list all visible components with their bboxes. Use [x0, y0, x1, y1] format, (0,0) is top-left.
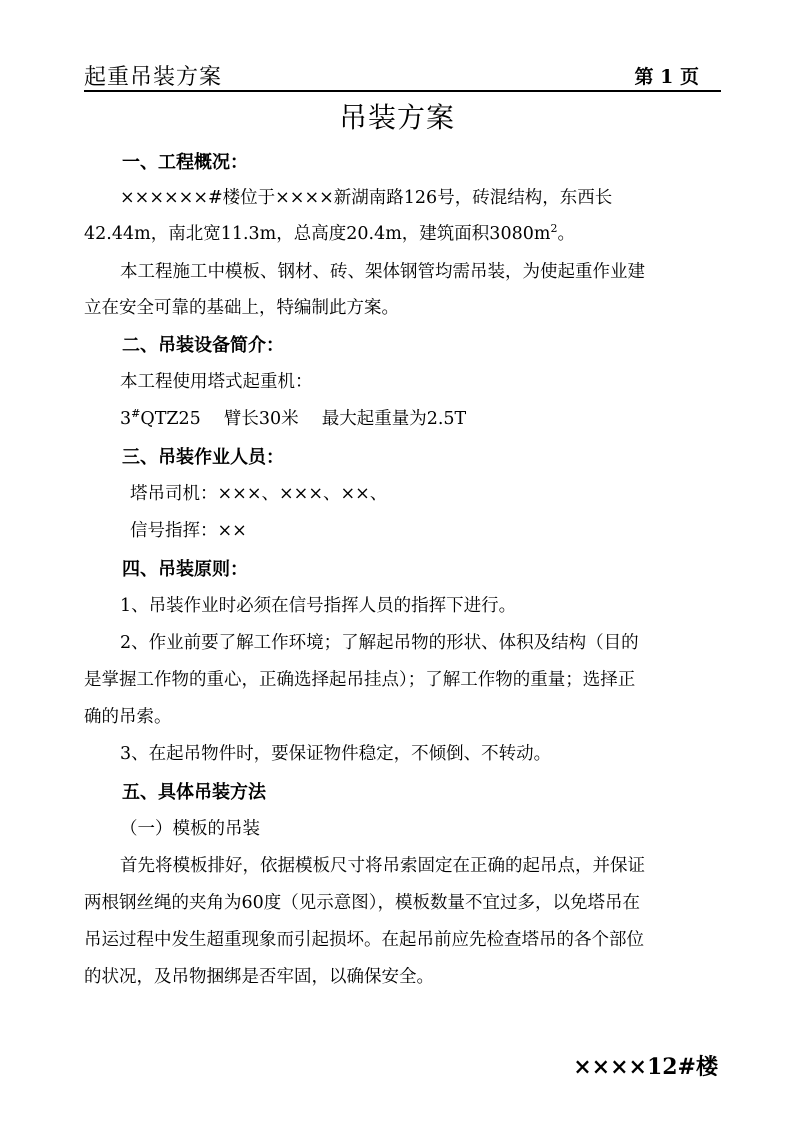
paragraph-line [84, 220, 724, 245]
paragraph-text: 42.44m，南北宽11.3m，总高度20.4m，建筑面积3080m [84, 224, 551, 244]
superscript: # [131, 407, 141, 421]
principle-item: 1、吊装作业时必须在信号指挥人员的指挥下进行。 [120, 596, 517, 616]
paragraph-line: 确的吊索。 [84, 707, 172, 727]
crane-spec-line [120, 405, 760, 430]
document-title: 吊装方案 [338, 101, 455, 134]
paragraph-line: 是掌握工作物的重心，正确选择起吊挂点）；了解工作物的重量；选择正 [84, 670, 636, 690]
paragraph-line: 本工程施工中模板、钢材、砖、架体钢管均需吊装，为使起重作业建 [120, 262, 645, 282]
signaler-line: 信号指挥：×× [130, 521, 247, 541]
paragraph-line: ××××××#楼位于××××新湖南路126号，砖混结构，东西长 [120, 188, 613, 208]
operators-line: 塔吊司机：×××、×××、××、 [130, 484, 388, 504]
paragraph-line: 首先将模板排好，依据模板尺寸将吊索固定在正确的起吊点，并保证 [120, 856, 645, 876]
header-page-number: 第 1 页 [634, 66, 699, 88]
section-heading-equipment: 二、吊装设备简介： [122, 335, 284, 356]
section-heading-personnel: 三、吊装作业人员： [122, 447, 284, 468]
paragraph-line: 的状况，及吊物捆绑是否牢固，以确保安全。 [84, 967, 434, 987]
page-footer: ××××12#楼 [573, 1054, 718, 1080]
subsection-heading: （一）模板的吊装 [120, 819, 260, 839]
principle-item: 2、作业前要了解工作环境；了解起吊物的形状、体积及结构（目的 [120, 633, 639, 653]
section-heading-principles: 四、吊装原则： [122, 559, 248, 580]
paragraph-line: 本工程使用塔式起重机： [120, 372, 313, 392]
header-doc-title: 起重吊装方案 [84, 65, 223, 90]
header-divider [84, 90, 721, 92]
superscript: 2 [550, 222, 558, 236]
section-heading-method: 五、具体吊装方法 [122, 782, 266, 803]
section-heading-overview: 一、工程概况： [122, 152, 248, 173]
paragraph-line: 立在安全可靠的基础上，特编制此方案。 [84, 298, 399, 318]
principle-item: 3、在起吊物件时，要保证物件稳定，不倾倒、不转动。 [120, 744, 552, 764]
crane-spec: QTZ25 臂长30米 最大起重量为2.5T [140, 409, 467, 429]
paragraph-line: 两根钢丝绳的夹角为60度（见示意图），模板数量不宜过多，以免塔吊在 [84, 893, 641, 913]
page-header [84, 58, 721, 88]
paragraph-text: 。 [557, 224, 575, 244]
crane-number: 3 [120, 409, 132, 429]
paragraph-line: 吊运过程中发生超重现象而引起损坏。在起吊前应先检查塔吊的各个部位 [84, 930, 644, 950]
